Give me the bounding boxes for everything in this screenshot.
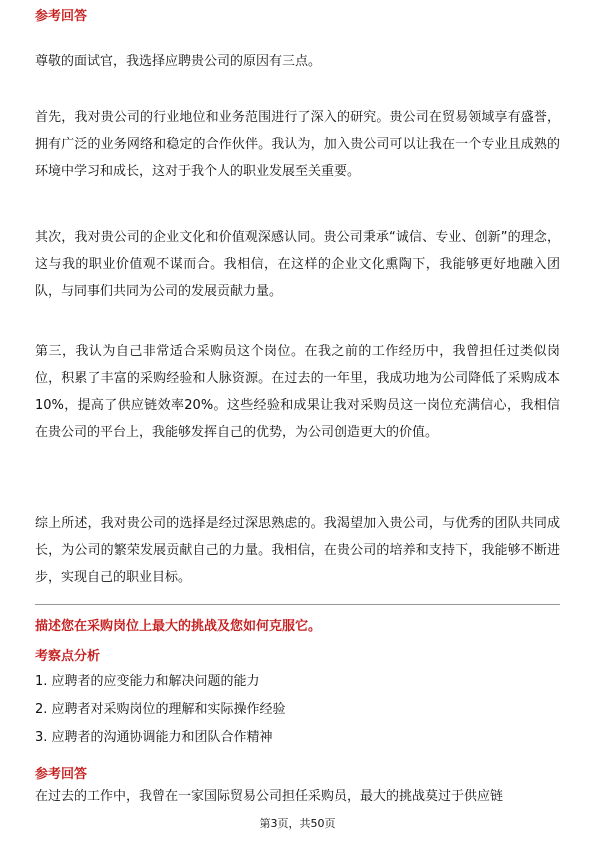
analysis-list-block (35, 668, 560, 752)
section2-text: 在过去的工作中，我曾在一家国际贸易公司担任采购员，最大的挑战莫过于供应链 (35, 789, 504, 804)
analysis-list (35, 668, 560, 752)
section-divider (35, 604, 560, 605)
paragraph-3-block (35, 224, 560, 305)
paragraph-5: 综上所述，我对贵公司的选择是经过深思熟虑的。我渴望加入贵公司，与优秀的团队共同成长，为公司的繁荣发展贡献自己的力量。我相信，在贵公司的培养和支持下，我能够不断进步，实现自己的职业目标。 (35, 516, 560, 585)
analysis-heading: 考察点分析 (35, 649, 101, 664)
paragraph-1-block (35, 48, 560, 75)
question-text: 描述您在采购岗位上最大的挑战及您如何克服它。 (35, 619, 322, 634)
question-block (35, 618, 560, 636)
paragraph-3: 其次，我对贵公司的企业文化和价值观深感认同。贵公司秉承“诚信、专业、创新”的理念，这与我的职业价值观不谋而合。我相信，在这样的企业文化熏陶下，我能够更好地融入团队，与同事们共同为公司的发展贡献力量。 (35, 230, 560, 299)
paragraph-2-block (35, 104, 560, 185)
paragraph-5-block (35, 510, 560, 591)
section2-text-block (35, 786, 560, 808)
section2-heading: 参考回答 (35, 767, 88, 782)
analysis-item: 3. 应聘者的沟通协调能力和团队合作精神 (35, 730, 273, 745)
section1-heading: 参考回答 (35, 9, 88, 24)
paragraph-4: 第三，我认为自己非常适合采购员这个岗位。在我之前的工作经历中，我曾担任过类似岗位，积累了丰富的采购经验和人脉资源。在过去的一年里，我成功地为公司降低了采购成本10%，提高了供应链效率20%。这些经验和成果让我对采购员这一岗位充满信心，我相信在贵公司的平台上，我能够发挥自己的优势，为公司创造更大的价值。 (35, 344, 560, 440)
section2-heading-block (35, 766, 560, 784)
paragraph-4-block (35, 338, 560, 446)
paragraph-1: 尊敬的面试官，我选择应聘贵公司的原因有三点。 (35, 54, 322, 69)
paragraph-2: 首先，我对贵公司的行业地位和业务范围进行了深入的研究。贵公司在贸易领域享有盛誉，拥有广泛的业务网络和稳定的合作伙伴。我认为，加入贵公司可以让我在一个专业且成熟的环境中学习和成长，这对于我个人的职业发展至关重要。 (35, 110, 560, 179)
page-footer: 第3页，共50页 (259, 817, 336, 830)
analysis-block (35, 648, 560, 666)
analysis-item: 2. 应聘者对采购岗位的理解和实际操作经验 (35, 702, 286, 717)
section1 (35, 8, 560, 26)
analysis-item: 1. 应聘者的应变能力和解决问题的能力 (35, 674, 260, 689)
